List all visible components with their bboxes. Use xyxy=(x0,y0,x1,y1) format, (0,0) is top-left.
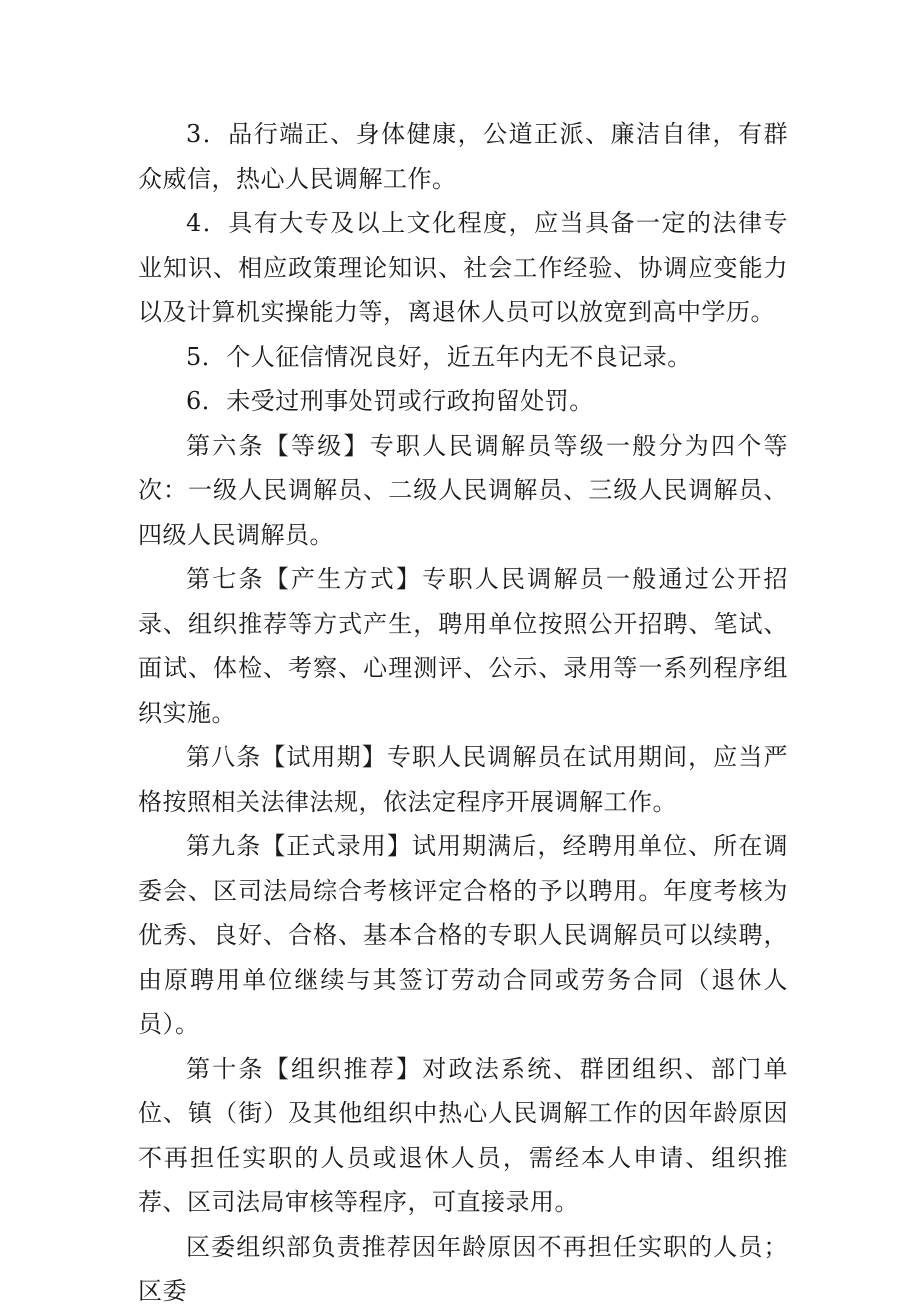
paragraph-article-9: 第九条【正式录用】试用期满后，经聘用单位、所在调委会、区司法局综合考核评定合格的予以聘用。年度考核为优秀、良好、合格、基本合格的专职人民调解员可以续聘，由原聘用单位继续与其签订劳动合同或劳务合同（退休人员）。 xyxy=(138,832,788,1038)
paragraph-article-7: 第七条【产生方式】专职人民调解员一般通过公开招录、组织推荐等方式产生，聘用单位按照公开招聘、笔试、面试、体检、考察、心理测评、公示、录用等一系列程序组织实施。 xyxy=(138,565,788,727)
paragraph-item-4: 4．具有大专及以上文化程度，应当具备一定的法律专业知识、相应政策理论知识、社会工作经验、协调应变能力以及计算机实操能力等，离退休人员可以放宽到高中学历。 xyxy=(138,209,788,326)
paragraph-article-10: 第十条【组织推荐】对政法系统、群团组织、部门单位、镇（街）及其他组织中热心人民调解工作的因年龄原因不再担任实职的人员或退休人员，需经本人申请、组织推荐、区司法局审核等程序，可直接录用。 xyxy=(138,1054,788,1216)
document-body xyxy=(138,112,788,1314)
paragraph-continuation: 区委组织部负责推荐因年龄原因不再担任实职的人员；区委 xyxy=(138,1232,788,1305)
paragraph-item-6: 6．未受过刑事处罚或行政拘留处罚。 xyxy=(186,387,594,415)
paragraph-item-5: 5．个人征信情况良好，近五年内无不良记录。 xyxy=(186,342,692,371)
paragraph-article-8: 第八条【试用期】专职人民调解员在试用期间，应当严格按照相关法律法规，依法定程序开展调解工作。 xyxy=(138,743,788,816)
paragraph-article-6: 第六条【等级】专职人民调解员等级一般分为四个等次：一级人民调解员、二级人民调解员、三级人民调解员、四级人民调解员。 xyxy=(138,431,788,549)
paragraph-item-3: 3．品行端正、身体健康，公道正派、廉洁自律，有群众威信，热心人民调解工作。 xyxy=(138,120,788,193)
